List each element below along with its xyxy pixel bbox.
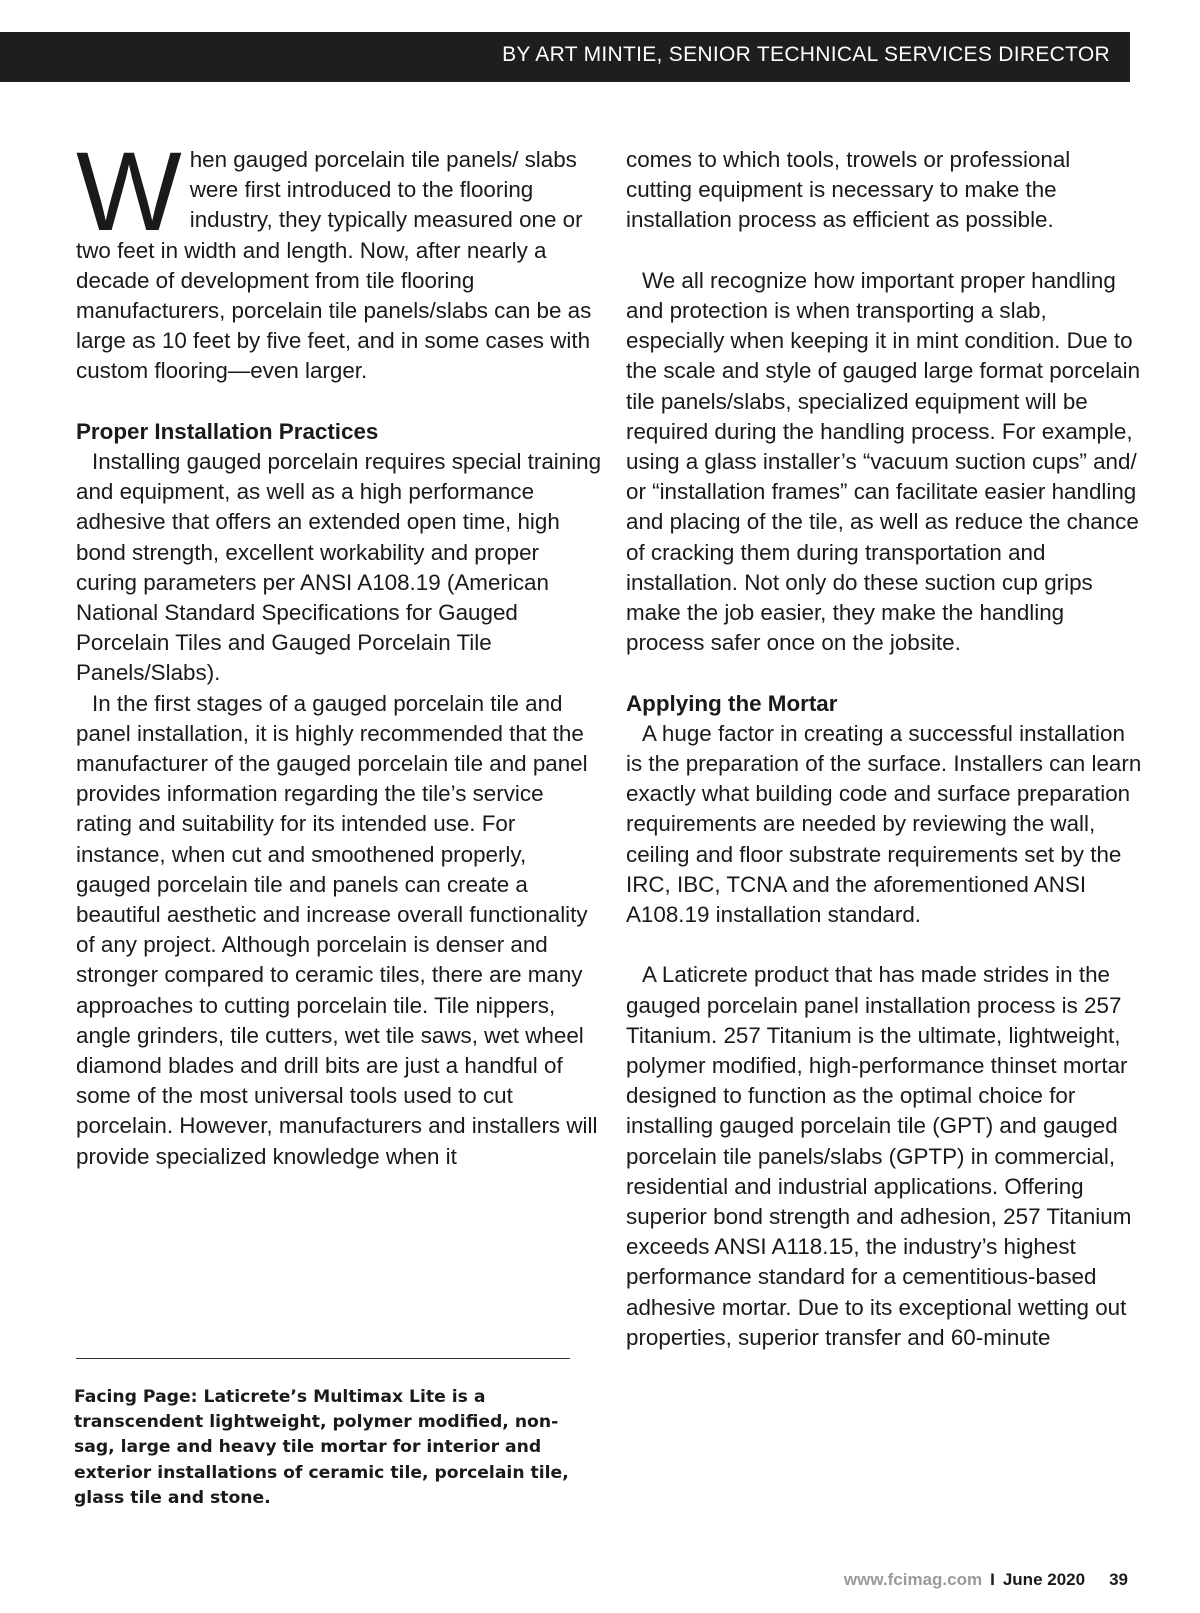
intro-paragraph [76, 129, 604, 387]
page-number: 39 [1109, 1570, 1128, 1589]
intro-text: hen gauged porcelain tile panels/ slabs were first introduced to the flooring industry, they typically measured one or two feet in width and length. Now, after nearly a decade of development from tile flooring manufacturers, porcelain tile panels/slabs can be as large as 10 feet by five feet, and in some cases with custom flooring—even larger. [76, 147, 592, 384]
left-column [76, 129, 604, 1172]
installation-paragraph-2-continued: comes to which tools, trowels or professional cutting equipment is necessary to make the installation process as efficient as possible. [626, 147, 1071, 233]
mortar-paragraph-1: A huge factor in creating a successful installation is the preparation of the surface. Installers can learn exactly what building code and surface preparation requirements are needed by reviewing the wall, ceiling and floor substrate requirements set by the IRC, IBC, TCNA and the aforementioned ANSI A108.19 installation standard. [626, 720, 1142, 928]
installation-paragraph-2: In the first stages of a gauged porcelain tile and panel installation, it is highly recommended that the manufacturer of the gauged porcelain tile and panel provides information regarding the tile’s service rating and suitability for its intended use. For instance, when cut and smoothened properly, gauged porcelain tile and panels can create a beautiful aesthetic and increase overall functionality of any project. Although porcelain is denser and stronger compared to ceramic tiles, there are many approaches to cutting porcelain tile. Tile nippers, angle grinders, tile cutters, wet tile saws, wet wheel diamond blades and drill bits are just a handful of some of the most universal tools used to cut porcelain. However, manufacturers and installers will provide specialized knowledge when it [76, 690, 598, 1169]
paragraph-gap [626, 658, 1142, 688]
handling-paragraph: We all recognize how important proper handling and protection is when transporting a slab, especially when keeping it in mint condition. Due to the scale and style of gauged large format porcelain tile panels/slabs, specialized equipment will be required during the handling process. For example, using a glass installer’s “vacuum suction cups” and/ or “installation frames” can facilitate easier handling and placing of the tile, as well as reduce the chance of cracking them during transportation and installation. Not only do these suction cup grips make the job easier, they make the handling process safer once on the jobsite. [626, 267, 1141, 656]
caption-divider [76, 1358, 570, 1359]
footer-separator: I [990, 1570, 995, 1589]
installation-paragraph-1: Installing gauged porcelain requires special training and equipment, as well as a high performance adhesive that offers an extended open time, high bond strength, excellent workability and proper curing parameters per ANSI A108.19 (American National Standard Specifications for Gauged Porcelain Tiles and Gauged Porcelain Tile Panels/Slabs). [76, 449, 602, 686]
page-footer [844, 1570, 1128, 1590]
paragraph-gap [76, 387, 604, 417]
drop-cap: W [76, 129, 182, 254]
right-column [626, 145, 1142, 1353]
mortar-paragraph-2: A Laticrete product that has made strides in the gauged porcelain panel installation process is 257 Titanium. 257 Titanium is the ultimate, lightweight, polymer modified, high-performance thinset mortar designed to function as the optimal choice for installing gauged porcelain tile (GPT) and gauged porcelain tile panels/slabs (GPTP) in commercial, residential and industrial applications. Offering superior bond strength and adhesion, 257 Titanium exceeds ANSI A118.15, the industry’s highest performance standard for a cementitious-based adhesive mortar. Due to its exceptional wetting out properties, superior transfer and 60-minute [626, 962, 1132, 1350]
paragraph-gap [626, 930, 1142, 960]
byline-bar [0, 32, 1130, 82]
photo-caption [74, 1385, 584, 1511]
caption-text: : Laticrete’s Multimax Lite is a transcendent lightweight, polymer modified, non-sag, large and heavy tile mortar for interior and exterior installations of ceramic tile, porcelain tile, glass tile and stone. [74, 1387, 569, 1508]
section-heading-mortar: Applying the Mortar [626, 690, 838, 716]
byline: BY ART MINTIE, SENIOR TECHNICAL SERVICES DIRECTOR [502, 43, 1110, 66]
footer-website: www.fcimag.com [843, 1570, 983, 1589]
footer-date: June 2020 [1002, 1570, 1086, 1589]
caption-label: Facing Page [74, 1387, 191, 1407]
paragraph-gap [626, 236, 1142, 266]
section-heading-installation: Proper Installation Practices [76, 418, 379, 444]
